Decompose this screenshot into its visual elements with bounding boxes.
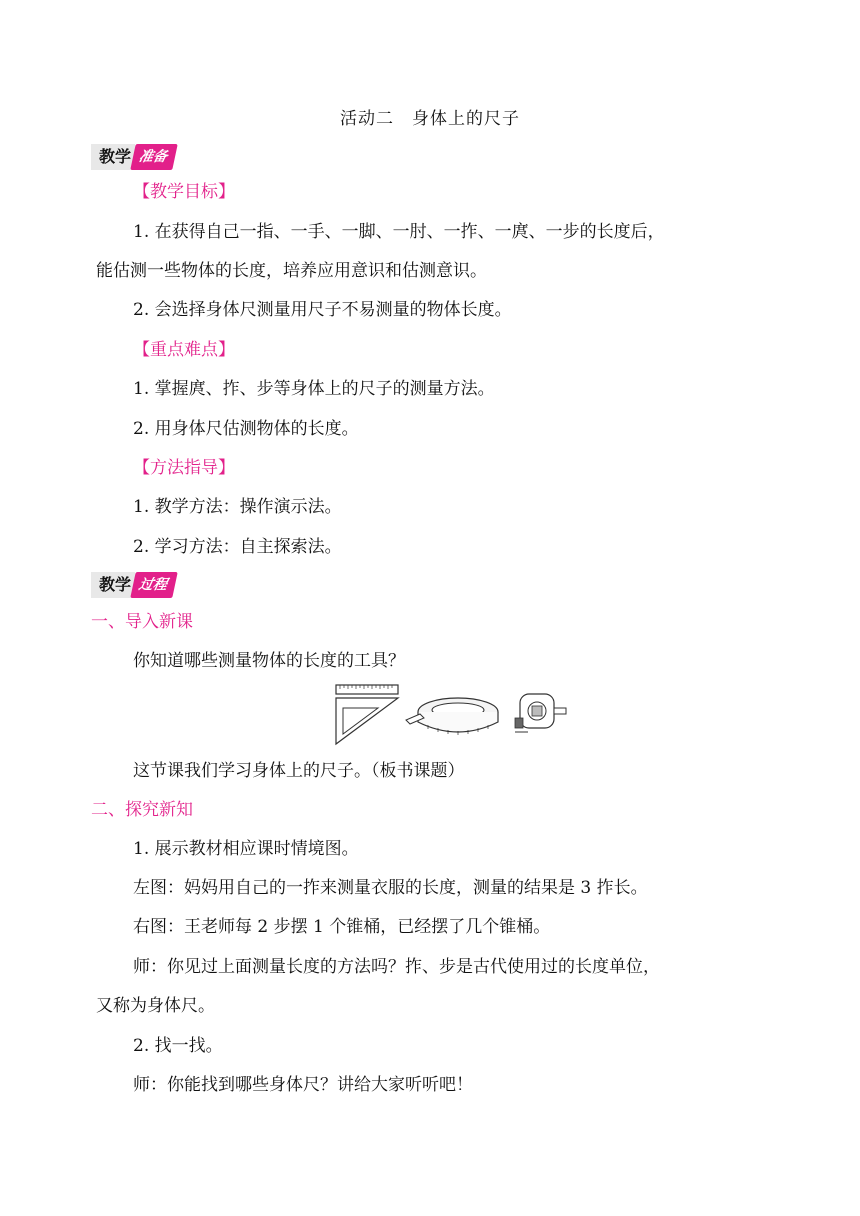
section-2-heading: 二、探究新知 xyxy=(91,800,193,820)
tape-measure-icon xyxy=(406,698,498,735)
section-2-right-picture: 右图：王老师每 2 步摆 1 个锥桶，已经摆了几个锥桶。 xyxy=(133,917,551,937)
key-point-1: 1. 掌握庹、拃、步等身体上的尺子的测量方法。 xyxy=(133,379,495,399)
key-point-2: 2. 用身体尺估测物体的长度。 xyxy=(133,419,359,439)
method-2: 2. 学习方法：自主探索法。 xyxy=(133,537,342,557)
section-2-step-1: 1. 展示教材相应课时情境图。 xyxy=(133,839,359,859)
section-1-heading: 一、导入新课 xyxy=(91,612,193,632)
retractable-tape-icon xyxy=(515,694,566,732)
section-2-step-2: 2. 找一找。 xyxy=(133,1036,223,1056)
badge-label-left: 教学 xyxy=(91,572,135,598)
section-2-teacher-1-line-1: 师：你见过上面测量长度的方法吗？拃、步是古代使用过的长度单位， xyxy=(133,957,660,977)
badge-label-right: 过程 xyxy=(130,572,178,598)
key-points-heading: 【重点难点】 xyxy=(133,340,235,360)
ruler-and-triangle-icon xyxy=(336,685,398,744)
objective-1-line-2: 能估测一些物体的长度，培养应用意识和估测意识。 xyxy=(96,261,487,281)
objective-1-line-1: 1. 在获得自己一指、一手、一脚、一肘、一拃、一庹、一步的长度后， xyxy=(133,222,665,242)
page-title: 活动二 身体上的尺子 xyxy=(340,109,520,129)
section-2-teacher-2: 师：你能找到哪些身体尺？讲给大家听听吧！ xyxy=(133,1075,473,1095)
objectives-heading: 【教学目标】 xyxy=(133,182,235,202)
measuring-tools-illustration xyxy=(332,684,572,746)
section-2-teacher-1-line-2: 又称为身体尺。 xyxy=(96,996,215,1016)
teaching-process-badge xyxy=(91,572,175,598)
methods-heading: 【方法指导】 xyxy=(133,458,235,478)
method-1: 1. 教学方法：操作演示法。 xyxy=(133,497,342,517)
teaching-prep-badge xyxy=(91,144,175,170)
objective-2: 2. 会选择身体尺测量用尺子不易测量的物体长度。 xyxy=(133,300,512,320)
badge-label-left: 教学 xyxy=(91,144,135,170)
section-1-question: 你知道哪些测量物体的长度的工具？ xyxy=(133,651,405,671)
badge-label-right: 准备 xyxy=(130,144,178,170)
section-1-after-text: 这节课我们学习身体上的尺子。（板书课题） xyxy=(133,761,465,781)
section-2-left-picture: 左图：妈妈用自己的一拃来测量衣服的长度，测量的结果是 3 拃长。 xyxy=(133,878,648,898)
